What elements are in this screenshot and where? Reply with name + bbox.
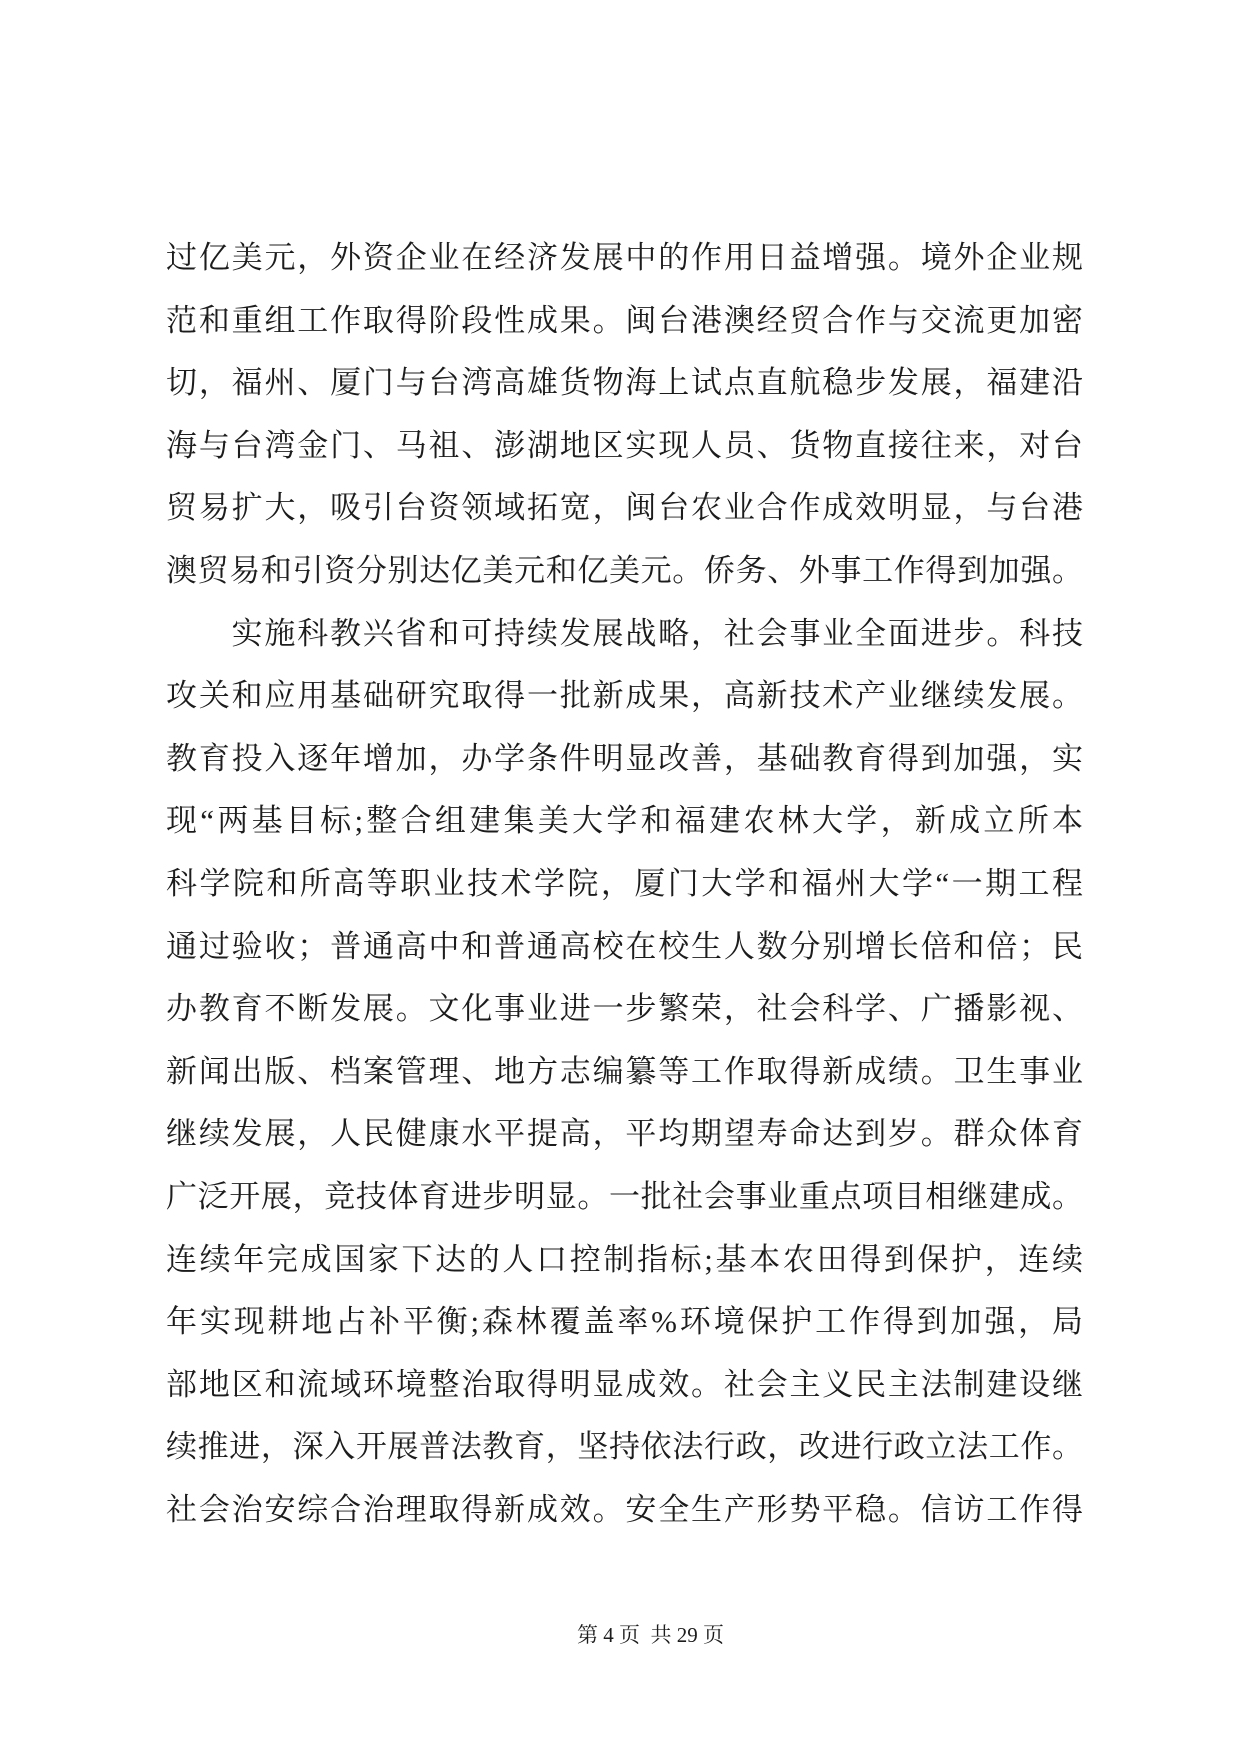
text-line: 澳贸易和引资分别达亿美元和亿美元。侨务、外事工作得到加强。: [166, 552, 1083, 588]
text-line: 攻关和应用基础研究取得一批新成果，高新技术产业继续发展。: [166, 678, 1083, 714]
text-line: 科学院和所高等职业技术学院，厦门大学和福州大学“一期工程: [166, 865, 1083, 901]
text-line: 实施科教兴省和可持续发展战略，社会事业全面进步。科技: [231, 615, 1083, 651]
text-line: 新闻出版、档案管理、地方志编纂等工作取得新成绩。卫生事业: [166, 1053, 1083, 1089]
text-line: 部地区和流域环境整治取得明显成效。社会主义民主法制建设继: [166, 1366, 1083, 1402]
text-line: 范和重组工作取得阶段性成果。闽台港澳经贸合作与交流更加密: [166, 302, 1083, 338]
text-line: 广泛开展，竞技体育进步明显。一批社会事业重点项目相继建成。: [166, 1178, 1083, 1214]
text-line: 过亿美元，外资企业在经济发展中的作用日益增强。境外企业规: [166, 240, 1083, 275]
text-line: 连续年完成国家下达的人口控制指标;基本农田得到保护，连续: [166, 1241, 1083, 1277]
text-line: 年实现耕地占补平衡;森林覆盖率%环境保护工作得到加强，局: [166, 1304, 1083, 1340]
paragraph-continued: [166, 227, 1083, 603]
page-footer: 第 4 页 共 29 页: [577, 1623, 724, 1647]
text-line: 办教育不断发展。文化事业进一步繁荣，社会科学、广播影视、: [166, 991, 1083, 1027]
text-line: 贸易扩大，吸引台资领域拓宽，闽台农业合作成效明显，与台港: [166, 490, 1083, 526]
text-line: 切，福州、厦门与台湾高雄货物海上试点直航稳步发展，福建沿: [166, 365, 1083, 401]
text-line: 海与台湾金门、马祖、澎湖地区实现人员、货物直接往来，对台: [166, 427, 1083, 463]
text-line: 教育投入逐年增加，办学条件明显改善，基础教育得到加强，实: [166, 740, 1083, 776]
paragraph: [166, 603, 1083, 1542]
text-line: 社会治安综合治理取得新成效。安全生产形势平稳。信访工作得: [166, 1491, 1083, 1527]
document-body: [166, 227, 1083, 1541]
text-line: 继续发展，人民健康水平提高，平均期望寿命达到岁。群众体育: [166, 1116, 1083, 1152]
text-line: 现“两基目标;整合组建集美大学和福建农林大学，新成立所本: [166, 803, 1083, 839]
text-line: 续推进，深入开展普法教育，坚持依法行政，改进行政立法工作。: [166, 1429, 1083, 1465]
text-line: 通过验收；普通高中和普通高校在校生人数分别增长倍和倍；民: [166, 928, 1083, 964]
